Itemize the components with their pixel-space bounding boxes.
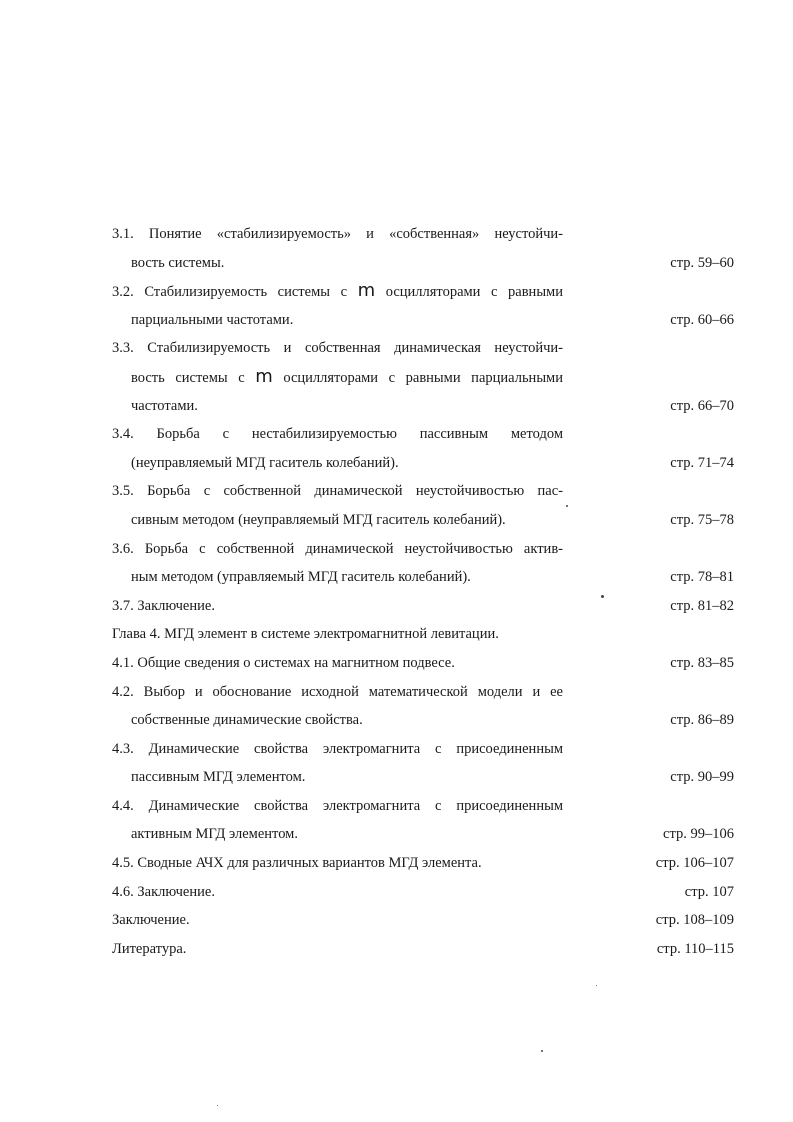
toc-line: 4.2. Выбор и обоснование исходной математической модели и ее [112,683,563,700]
toc-entry-4-2-cont [112,706,734,735]
toc-entry-4-4 [112,792,734,821]
page-range: стр. 106–107 [655,855,734,872]
toc-line: 4.3. Динамические свойства электромагнита с присоединенным [112,740,563,757]
toc-line: ным методом (управляемый МГД гаситель колебаний). [131,569,471,586]
page-range: стр. 78–81 [670,569,734,586]
toc-line: частотами. [131,397,198,414]
scan-speck [541,1050,543,1052]
toc-line: 3.7. Заключение. [112,597,215,614]
table-of-contents [112,220,734,963]
page-range: стр. 75–78 [670,511,734,528]
page-range: стр. 83–85 [670,654,734,671]
toc-line: Литература. [112,940,187,957]
page-range: стр. 59–60 [670,254,734,271]
toc-entry-3-4-cont [112,449,734,478]
scan-speck [217,1105,218,1106]
toc-line: 3.6. Борьба с собственной динамической неустойчивостью актив- [112,540,563,557]
toc-entry-3-2 [112,277,734,306]
toc-line: сивным методом (неуправляемый МГД гаситель колебаний). [131,511,506,528]
math-symbol-m: m [255,365,273,387]
toc-entry-conclusion [112,906,734,935]
toc-entry-3-3-cont2 [112,392,734,421]
toc-line: 3.4. Борьба с нестабилизируемостью пассивным методом [112,426,563,443]
toc-line: 3.3. Стабилизируемость и собственная динамическая неустойчи- [112,340,563,357]
toc-entry-3-6-cont [112,563,734,592]
toc-line: 4.4. Динамические свойства электромагнита с присоединенным [112,797,563,814]
toc-line: вость системы. [131,254,225,271]
toc-entry-3-7 [112,592,734,621]
toc-line: 4.1. Общие сведения о системах на магнитном подвесе. [112,654,455,671]
toc-entry-4-4-cont [112,820,734,849]
toc-line: Заключение. [112,912,190,929]
page-range: стр. 99–106 [663,826,734,843]
toc-line: (неуправляемый МГД гаситель колебаний). [131,454,399,471]
page-range: стр. 71–74 [670,454,734,471]
toc-line: 4.5. Сводные АЧХ для различных вариантов МГД элемента. [112,855,482,872]
toc-line: 3.2. Стабилизируемость системы с [112,284,348,301]
page-range: стр. 107 [684,883,734,900]
scan-speck [596,985,597,986]
toc-entry-4-2 [112,678,734,707]
page-range: стр. 60–66 [670,311,734,328]
toc-entry-4-5 [112,849,734,878]
toc-entry-4-1 [112,649,734,678]
scan-speck [566,505,568,507]
toc-entry-4-6 [112,878,734,907]
toc-entry-3-1-cont [112,249,734,278]
scan-speck [601,595,604,598]
toc-line: 3.1. Понятие «стабилизируемость» и «собственная» неустойчи- [112,226,563,242]
toc-line: осцилляторами с равными [385,284,563,301]
toc-line: активным МГД элементом. [131,826,298,843]
toc-line: пассивным МГД элементом. [131,769,306,786]
toc-entry-3-4 [112,420,734,449]
toc-line: парциальными частотами. [131,311,294,328]
toc-entry-4-3 [112,735,734,764]
toc-line: 4.6. Заключение. [112,883,215,900]
toc-entry-3-5-cont [112,506,734,535]
toc-entry-3-1 [112,220,734,249]
toc-entry-4-3-cont [112,763,734,792]
toc-entry-3-6 [112,535,734,564]
toc-chapter-4 [112,620,734,649]
chapter-heading: Глава 4. МГД элемент в системе электромагнитной левитации. [112,626,499,643]
toc-line: вость системы с [131,369,245,386]
page-range: стр. 110–115 [656,940,734,957]
toc-entry-references [112,935,734,964]
math-symbol-m: m [357,280,376,302]
toc-entry-3-3 [112,334,734,363]
page-range: стр. 81–82 [670,597,734,614]
page-range: стр. 108–109 [655,912,734,929]
page-range: стр. 66–70 [670,397,734,414]
toc-line: осцилляторами с равными парциальными [283,369,563,386]
toc-entry-3-2-cont [112,306,734,335]
toc-entry-3-3-cont [112,363,734,392]
page-range: стр. 86–89 [670,712,734,729]
toc-line: 3.5. Борьба с собственной динамической неустойчивостью пас- [112,483,563,500]
page-range: стр. 90–99 [670,769,734,786]
toc-entry-3-5 [112,477,734,506]
toc-line: собственные динамические свойства. [131,712,363,729]
